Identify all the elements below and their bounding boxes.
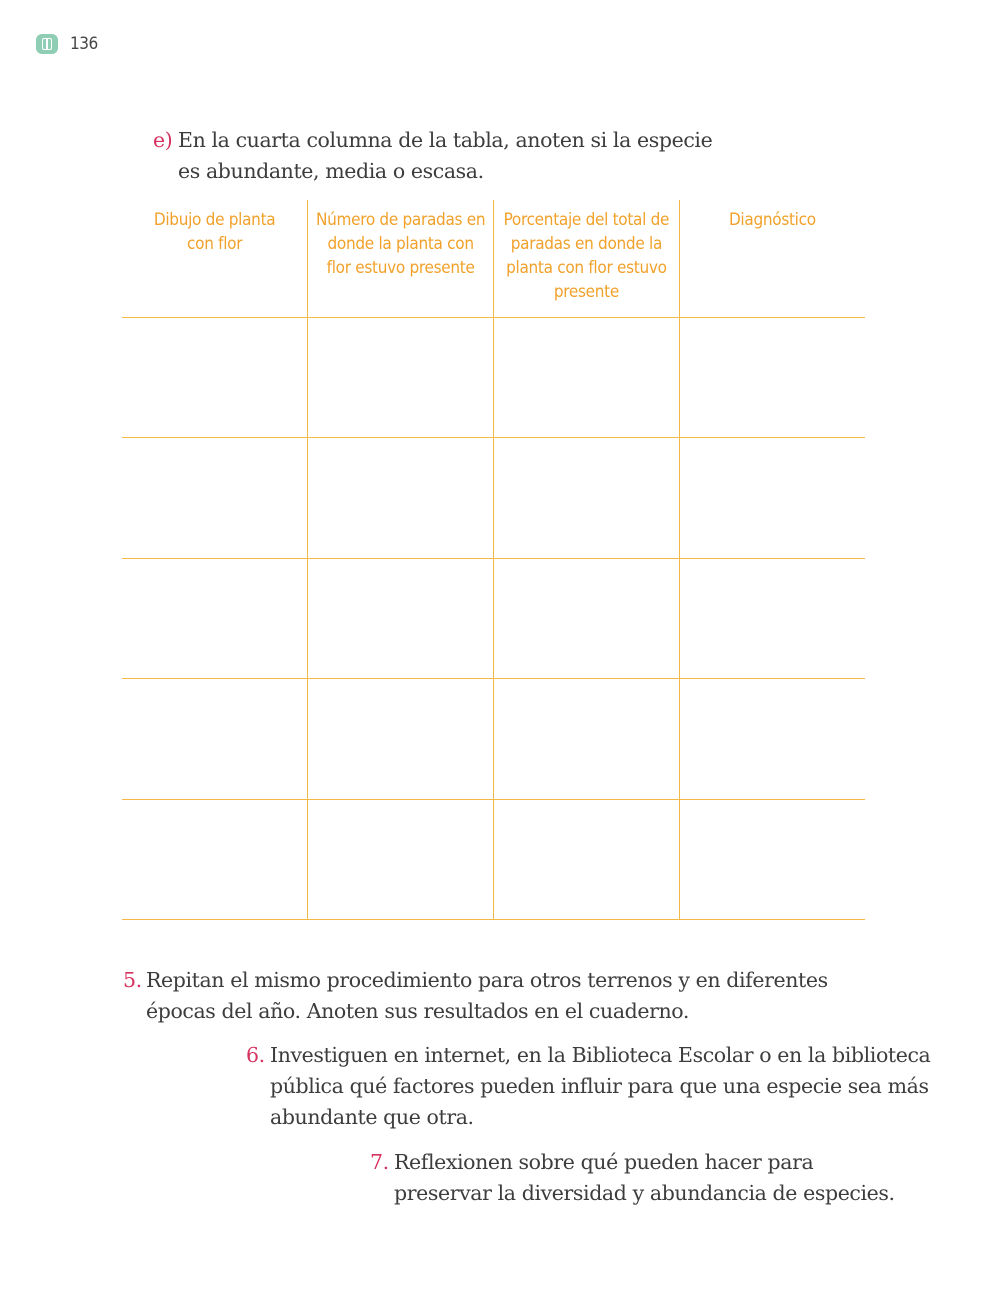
table-cell[interactable] xyxy=(308,558,494,679)
instruction-5-line-2: épocas del año. Anoten sus resultados en el cuaderno. xyxy=(146,999,689,1023)
instruction-7-line-2: preservar la diversidad y abundancia de especies. xyxy=(394,1181,895,1205)
instruction-6-marker: 6. xyxy=(246,1043,265,1067)
header-text: flor estuvo presente xyxy=(326,258,475,278)
header-numero xyxy=(308,200,494,317)
table-cell[interactable] xyxy=(679,679,865,800)
table-cell[interactable] xyxy=(122,679,308,800)
table-cell[interactable] xyxy=(308,799,494,920)
table-row xyxy=(122,438,865,559)
table-cell[interactable] xyxy=(494,679,680,800)
book-icon xyxy=(36,34,58,54)
instruction-e-marker: e) xyxy=(153,128,173,152)
table-cell[interactable] xyxy=(494,799,680,920)
table-cell[interactable] xyxy=(679,558,865,679)
table-cell[interactable] xyxy=(679,317,865,438)
table-cell[interactable] xyxy=(494,558,680,679)
table-cell[interactable] xyxy=(679,438,865,559)
table-cell[interactable] xyxy=(308,679,494,800)
header-text: Dibujo de planta xyxy=(153,210,276,230)
header-text: paradas en donde la xyxy=(510,234,663,254)
header-text: donde la planta con xyxy=(327,234,474,254)
table-cell[interactable] xyxy=(122,799,308,920)
observation-table xyxy=(122,200,865,920)
table-cell[interactable] xyxy=(122,558,308,679)
header-porcentaje xyxy=(494,200,680,317)
header-text: con flor xyxy=(187,234,243,254)
header-dibujo xyxy=(122,200,308,317)
table-cell[interactable] xyxy=(308,317,494,438)
instruction-6-line-2: pública qué factores pueden influir para que una especie sea más xyxy=(270,1074,929,1098)
header-text: Diagnóstico xyxy=(728,210,816,230)
instruction-7 xyxy=(370,1147,895,1209)
page-header xyxy=(36,34,98,54)
instruction-5-line-1: Repitan el mismo procedimiento para otros terrenos y en diferentes xyxy=(146,968,828,992)
header-text: Porcentaje del total de xyxy=(503,210,670,230)
instruction-7-marker: 7. xyxy=(370,1150,389,1174)
table-row xyxy=(122,799,865,920)
header-diagnostico xyxy=(679,200,865,317)
table-row xyxy=(122,558,865,679)
table-cell[interactable] xyxy=(122,438,308,559)
instruction-6-line-1: Investiguen en internet, en la Biblioteca Escolar o en la biblioteca xyxy=(270,1043,931,1067)
instruction-6-line-3: abundante que otra. xyxy=(270,1105,474,1129)
table-row xyxy=(122,679,865,800)
header-text: presente xyxy=(553,282,619,302)
table-cell[interactable] xyxy=(122,317,308,438)
header-text: Número de paradas en xyxy=(315,210,486,230)
instruction-e xyxy=(153,125,713,187)
instruction-5-marker: 5. xyxy=(123,968,142,992)
instruction-5 xyxy=(123,965,828,1027)
table-row xyxy=(122,317,865,438)
table-cell[interactable] xyxy=(494,317,680,438)
instruction-6 xyxy=(246,1040,931,1133)
instruction-e-line-1: En la cuarta columna de la tabla, anoten si la especie xyxy=(178,128,713,152)
page-number: 136 xyxy=(70,34,98,54)
table-header-row xyxy=(122,200,865,317)
header-text: planta con flor estuvo xyxy=(506,258,667,278)
table-cell[interactable] xyxy=(308,438,494,559)
instruction-e-line-2: es abundante, media o escasa. xyxy=(178,159,484,183)
instruction-7-line-1: Reflexionen sobre qué pueden hacer para xyxy=(394,1150,814,1174)
table-cell[interactable] xyxy=(679,799,865,920)
table-cell[interactable] xyxy=(494,438,680,559)
